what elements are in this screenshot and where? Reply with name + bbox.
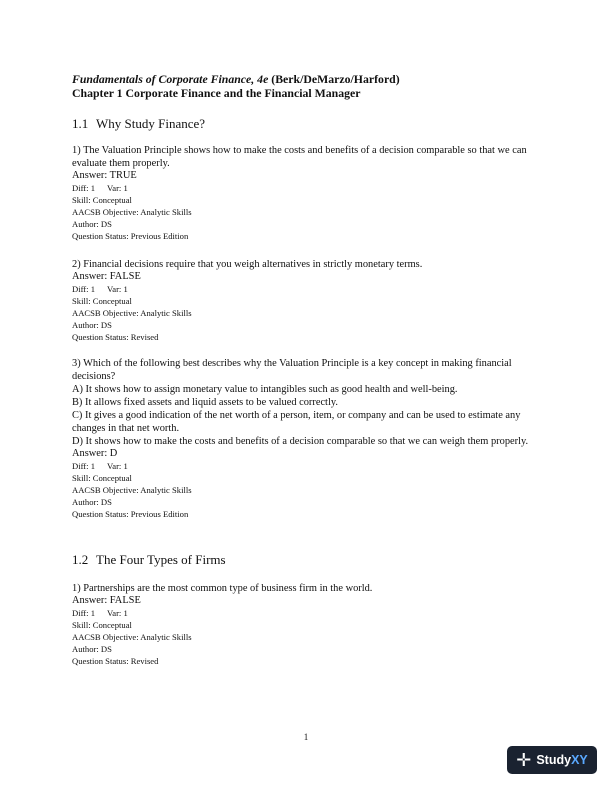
- question-text: 1) The Valuation Principle shows how to make the costs and benefits of a decision comparable so that we can evaluate them properly.: [72, 145, 527, 169]
- question-status: Question Status: Revised: [72, 656, 159, 666]
- author: Author: DS: [72, 644, 112, 654]
- skill: Skill: Conceptual: [72, 473, 132, 483]
- studyxy-watermark: [507, 746, 597, 774]
- question-block: [72, 258, 546, 343]
- difficulty-line: [72, 607, 546, 619]
- document-header: [72, 72, 542, 100]
- difficulty-line: [72, 182, 546, 194]
- book-title: Fundamentals of Corporate Finance, 4e: [72, 72, 269, 86]
- book-authors: (Berk/DeMarzo/Harford): [268, 72, 400, 86]
- answer-option: B) It allows fixed assets and liquid assets to be valued correctly.: [72, 397, 338, 408]
- aacsb-objective: AACSB Objective: Analytic Skills: [72, 207, 192, 217]
- question-status: Question Status: Revised: [72, 332, 159, 342]
- watermark-text-main: Study: [536, 753, 572, 767]
- section-heading: [72, 552, 552, 568]
- author: Author: DS: [72, 320, 112, 330]
- answer: Answer: FALSE: [72, 271, 141, 282]
- question-text: 1) Partnerships are the most common type of business firm in the world.: [72, 583, 373, 594]
- difficulty-line: [72, 283, 546, 295]
- page-number: 1: [303, 732, 309, 742]
- difficulty: Diff: 1: [72, 284, 95, 294]
- answer: Answer: TRUE: [72, 170, 137, 181]
- plus-icon: ✛: [516, 750, 532, 770]
- difficulty: Diff: 1: [72, 608, 95, 618]
- aacsb-objective: AACSB Objective: Analytic Skills: [72, 632, 192, 642]
- question-block: [72, 144, 546, 242]
- difficulty: Diff: 1: [72, 461, 95, 471]
- variant: Var: 1: [107, 284, 128, 294]
- chapter-title: Chapter 1 Corporate Finance and the Financial Manager: [72, 86, 361, 100]
- question-text: 2) Financial decisions require that you weigh alternatives in strictly monetary terms.: [72, 259, 423, 270]
- variant: Var: 1: [107, 183, 128, 193]
- question-status: Question Status: Previous Edition: [72, 231, 189, 241]
- book-title-line: [72, 72, 542, 86]
- question-block: [72, 357, 546, 520]
- aacsb-objective: AACSB Objective: Analytic Skills: [72, 308, 192, 318]
- section-heading: [72, 116, 552, 132]
- variant: Var: 1: [107, 461, 128, 471]
- answer: Answer: D: [72, 448, 118, 459]
- question-text: 3) Which of the following best describes why the Valuation Principle is a key concept in making financial decisions?: [72, 358, 512, 382]
- skill: Skill: Conceptual: [72, 195, 132, 205]
- difficulty-line: [72, 460, 546, 472]
- section-number: 1.2: [72, 552, 89, 567]
- answer-option: D) It shows how to make the costs and benefits of a decision comparable so that we can weigh them properly.: [72, 436, 529, 447]
- skill: Skill: Conceptual: [72, 296, 132, 306]
- question-status: Question Status: Previous Edition: [72, 509, 189, 519]
- author: Author: DS: [72, 219, 112, 229]
- variant: Var: 1: [107, 608, 128, 618]
- author: Author: DS: [72, 497, 112, 507]
- aacsb-objective: AACSB Objective: Analytic Skills: [72, 485, 192, 495]
- watermark-text-accent: XY: [571, 753, 588, 767]
- section-number: 1.1: [72, 116, 89, 131]
- answer: Answer: FALSE: [72, 595, 141, 606]
- difficulty: Diff: 1: [72, 183, 95, 193]
- answer-option: A) It shows how to assign monetary value to intangibles such as good health and well-being.: [72, 384, 458, 395]
- skill: Skill: Conceptual: [72, 620, 132, 630]
- answer-option: C) It gives a good indication of the net worth of a person, item, or company and can be used to estimate any changes in that net worth.: [72, 410, 521, 434]
- section-title: Why Study Finance?: [96, 116, 206, 131]
- question-block: [72, 582, 546, 667]
- section-title: The Four Types of Firms: [96, 552, 226, 567]
